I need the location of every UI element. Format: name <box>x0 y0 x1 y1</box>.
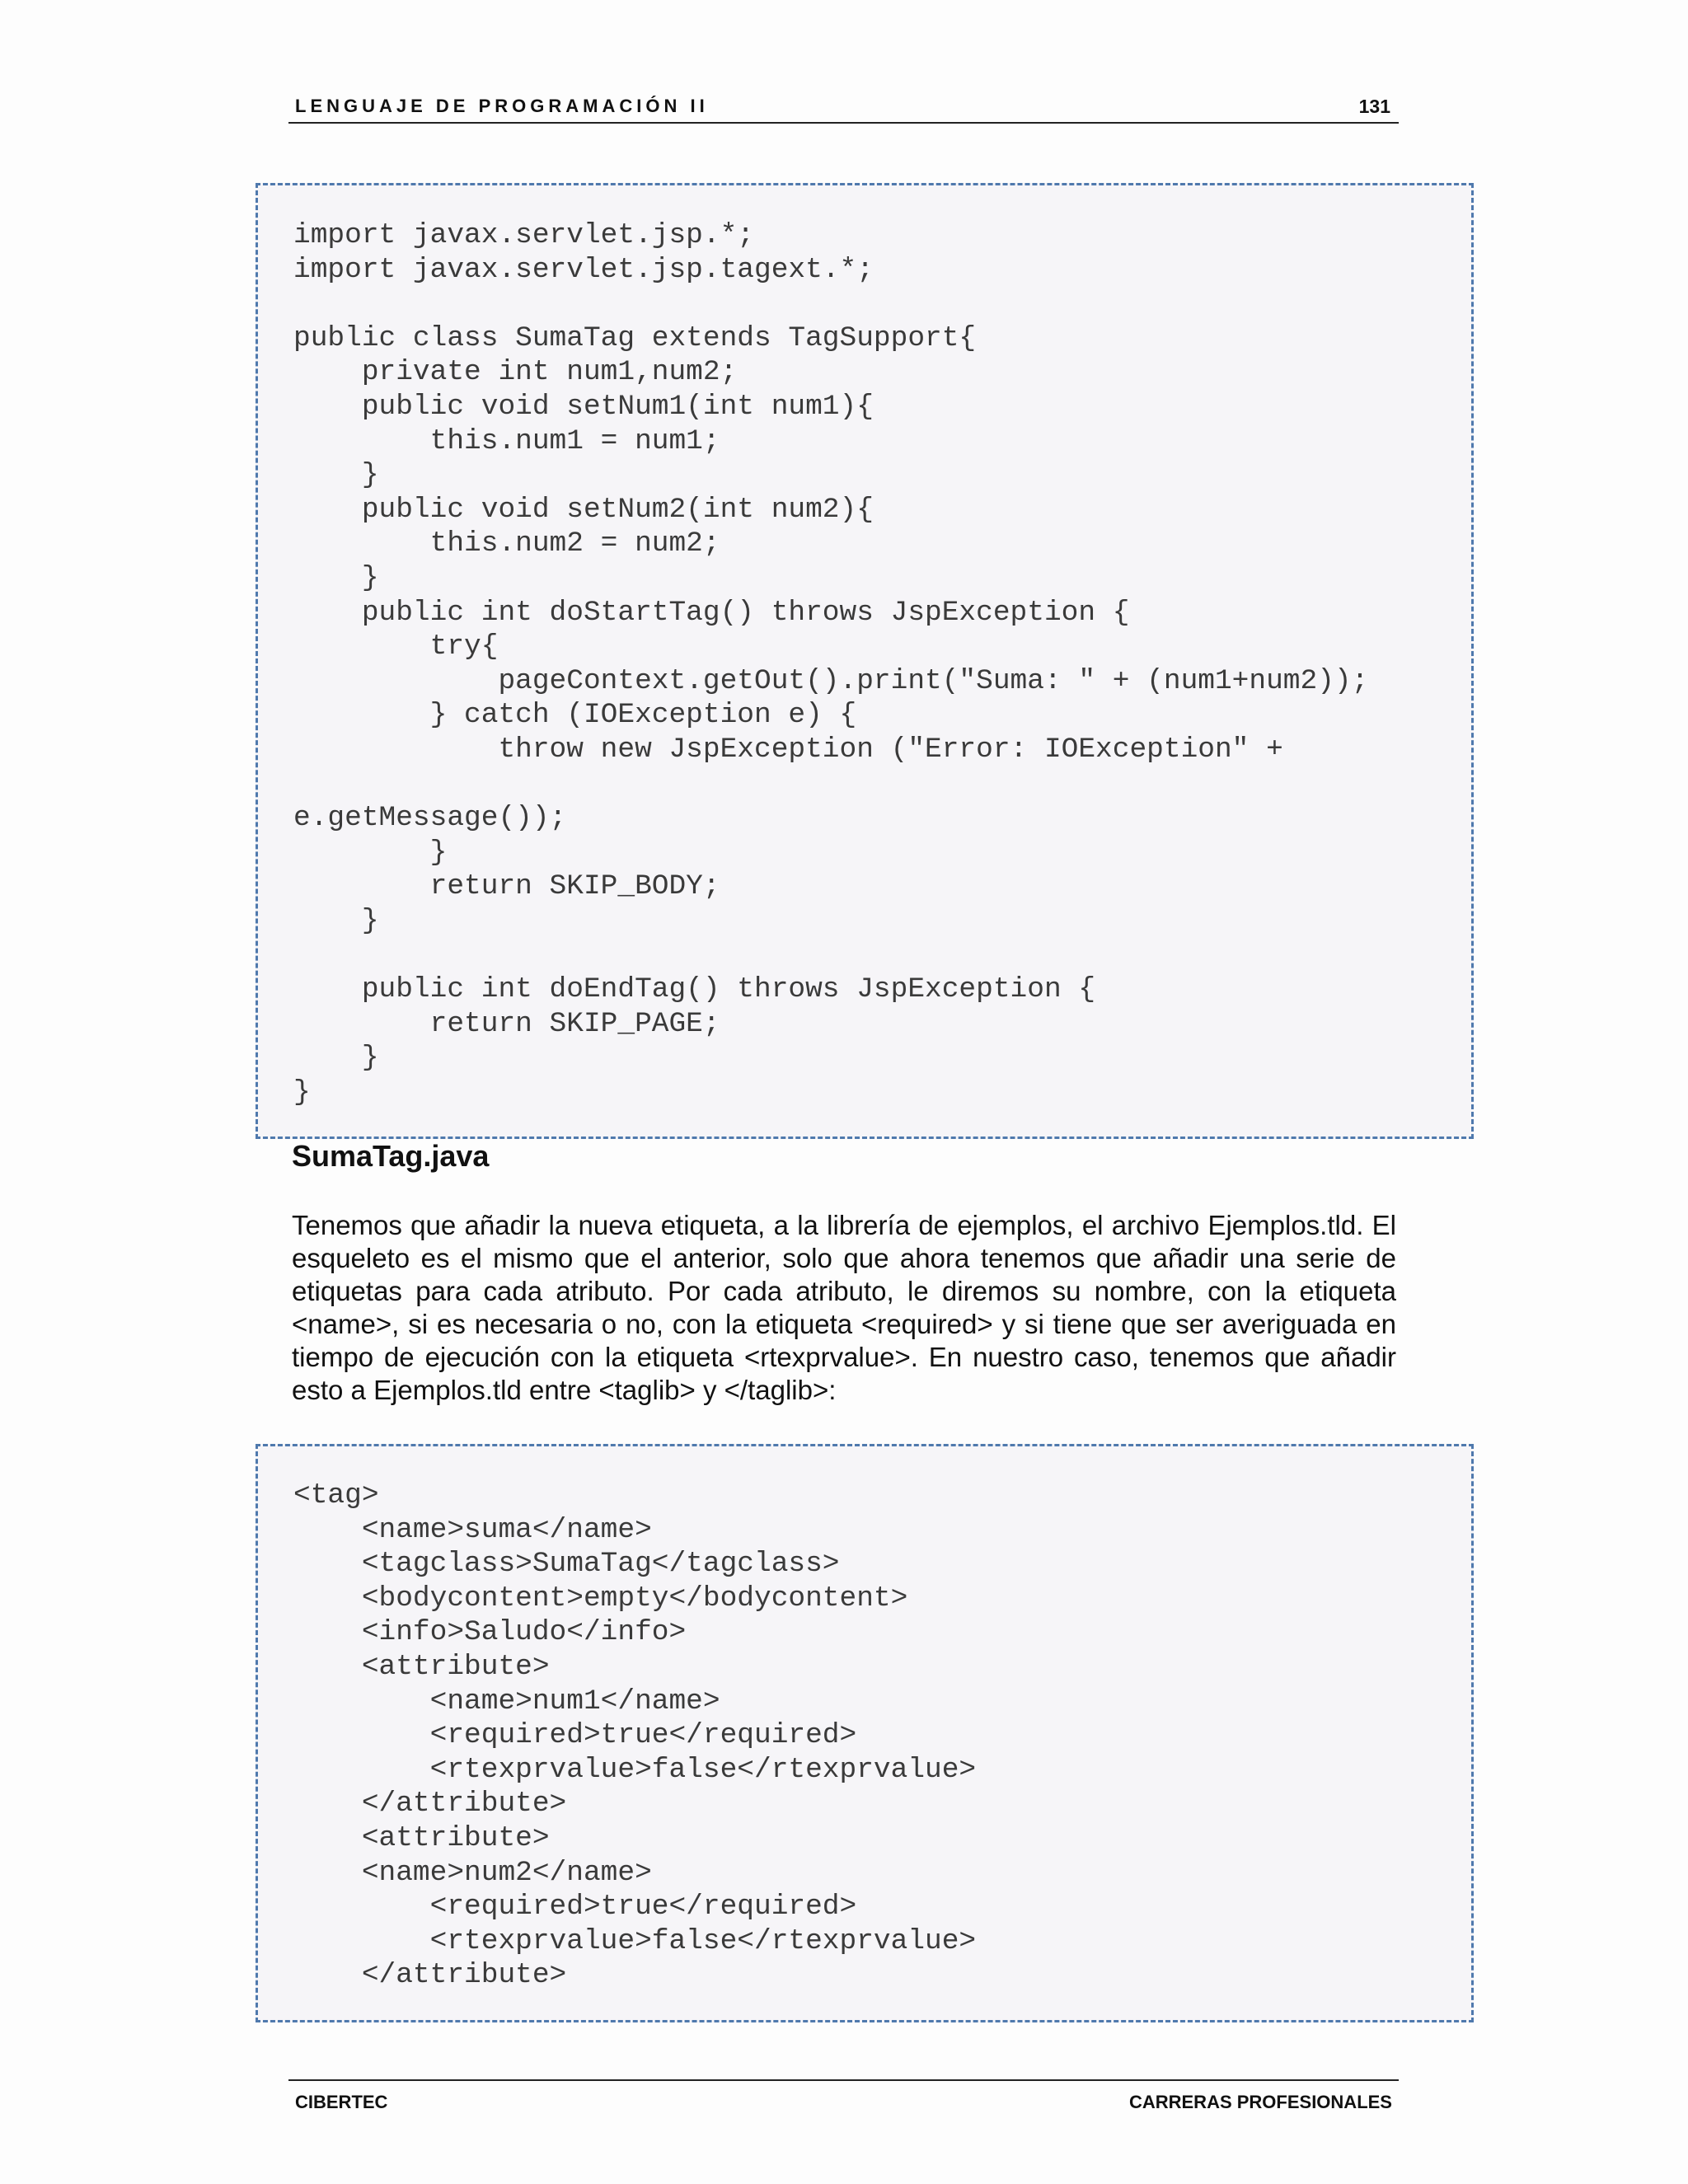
footer-department: CARRERAS PROFESIONALES <box>1128 2092 1392 2112</box>
page-number: 131 <box>1358 96 1390 117</box>
header-title: LENGUAJE DE PROGRAMACIÓN II <box>295 96 709 116</box>
code-caption: SumaTag.java <box>292 1139 490 1173</box>
code-block-xml <box>256 1444 1474 2022</box>
footer-institution: CIBERTEC <box>295 2092 388 2112</box>
code-text-java: import javax.servlet.jsp.*; import javax.servlet.jsp.tagext.*; public class SumaTag extends TagSupport{ private int num1,num2; public void setNum1(int num1){ this.num1 = num1; } public void setNum2(int num2){ this.num2 = num2; } public int doStartTag() throws JspException { try{ pageContext.getOut().print("Suma: " + (num1+num2)); } catch (IOException e) { throw new JspException ("Error: IOException" + e.getMessage()); } return SKIP_BODY; } public int doEndTag() throws JspException { return SKIP_PAGE; } } <box>293 219 1369 1108</box>
code-text-xml: <tag> <name>suma</name> <tagclass>SumaTag</tagclass> <bodycontent>empty</bodycontent> <info>Saludo</info> <attribute> <name>num1</name> <required>true</required> <rtexprvalue>false</rtexprvalue> </attribute> <attribute> <name>num2</name> <required>true</required> <rtexprvalue>false</rtexprvalue> </attribute> <box>293 1479 977 1992</box>
page-header <box>288 92 1399 124</box>
page-footer <box>288 2079 1399 2114</box>
body-paragraph: Tenemos que añadir la nueva etiqueta, a la librería de ejemplos, el archivo Ejemplos.tld. El esqueleto es el mismo que el anterior, solo que ahora tenemos que añadir una serie de etiquetas para cada atributo. Por cada atributo, le diremos su nombre, con la etiqueta <name>, si es necesaria o no, con la etiqueta <required> y si tiene que ser averiguada en tiempo de ejecución con la etiqueta <rtexprvalue>. En nuestro caso, tenemos que añadir esto a Ejemplos.tld entre <taglib> y </taglib>: <box>292 1210 1396 1405</box>
code-block-java <box>256 183 1474 1139</box>
